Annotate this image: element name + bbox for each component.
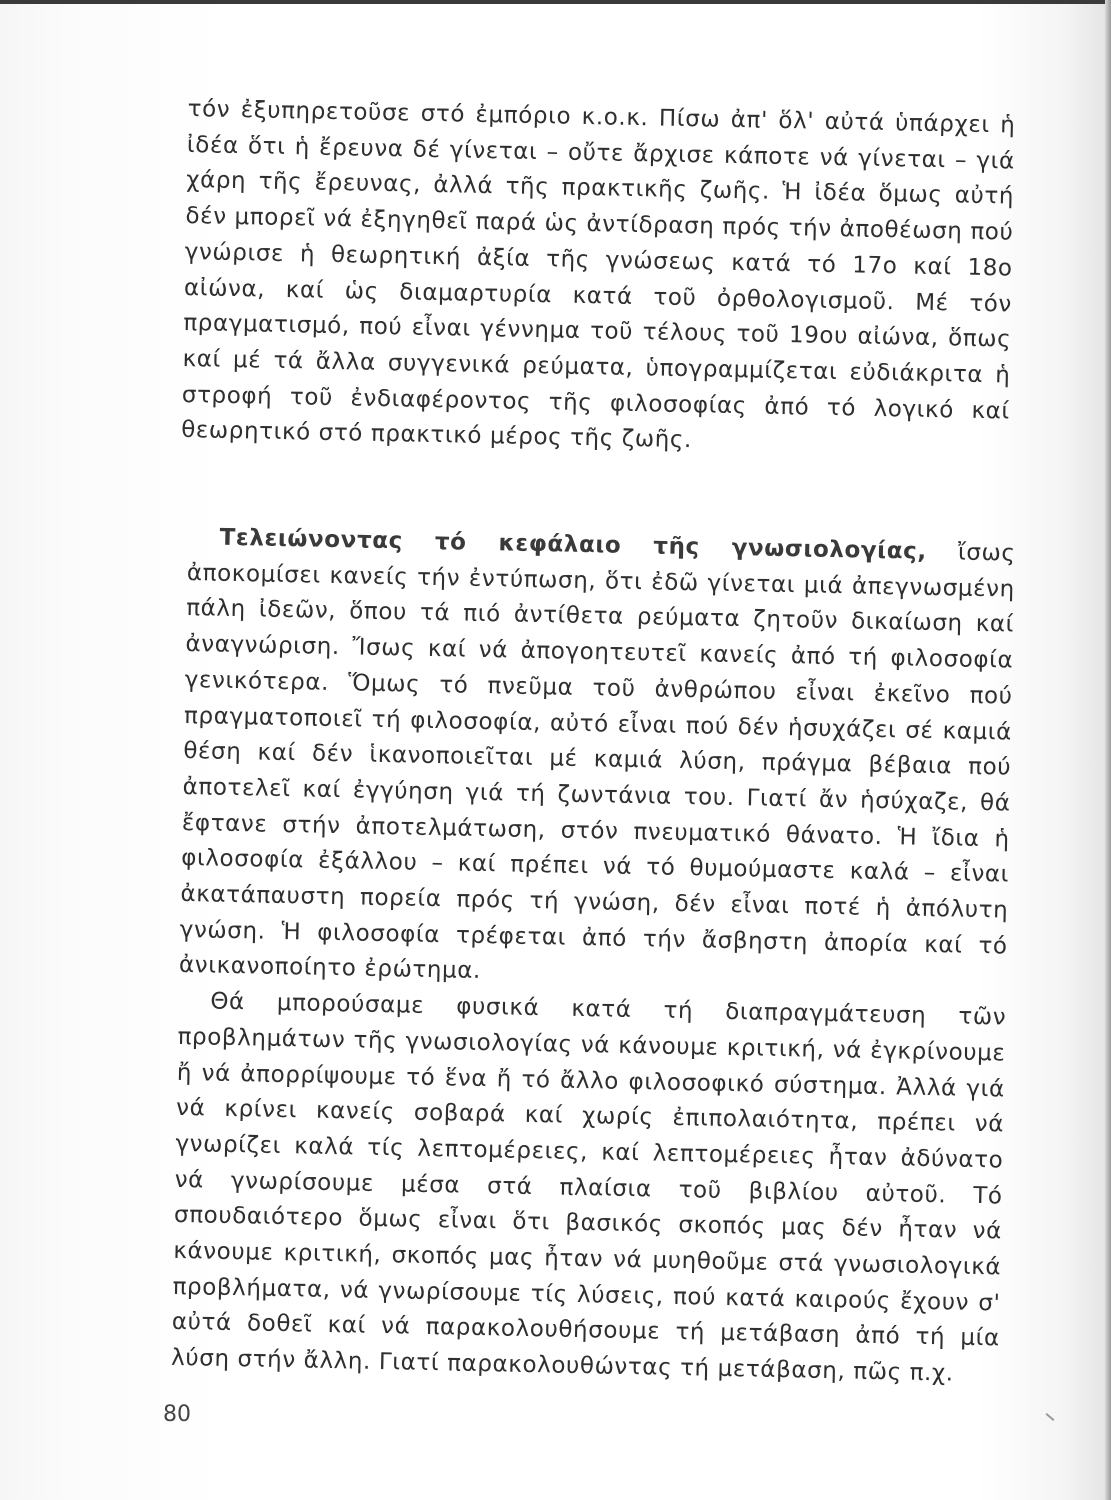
scan-speck <box>1046 1413 1055 1421</box>
text-block-bottom <box>171 520 1016 1393</box>
paragraph-continuation: τόν ἐξυπηρετοῦσε στό ἐμπόριο κ.ο.κ. Πίσω ἀπ' ὅλ' αὐτά ὑπάρχει ἡ ἰδέα ὅτι ἡ ἔρευνα δέ γίνεται – οὔτε ἄρχισε κάποτε νά γίνεται – γιά χάρη τῆς ἔρευνας, ἀλλά τῆς πρακτικῆς ζωῆς. Ἡ ἰδέα ὅμως αὐτή δέν μπορεῖ νά ἐξηγηθεῖ παρά ὡς ἀντίδραση πρός τήν ἀποθέωση πού γνώρισε ἡ θεωρητική ἀξία τῆς γνώσεως κατά τό 17ο καί 18ο αἰώνα, καί ὡς διαμαρτυρία κατά τοῦ ὀρθολογισμοῦ. Μέ τόν πραγματισμό, πού εἶναι γέννημα τοῦ τέλους τοῦ 19ου αἰώνα, ὅπως καί μέ τά ἄλλα συγγενικά ρεύματα, ὑπογραμμίζεται εὐδιάκριτα ἡ στροφή τοῦ ἐνδιαφέροντος τῆς φιλοσοφίας ἀπό τό λογικό καί θεωρητικό στό πρακτικό μέρος τῆς ζωῆς. <box>180 95 1016 454</box>
scan-right-edge <box>1105 0 1111 1500</box>
scan-top-edge <box>0 0 1111 4</box>
paragraph-lead-heading: Τελειώνοντας τό κεφάλαιο τῆς γνωσιολογίας, <box>219 524 927 565</box>
text-block-top <box>181 92 1016 466</box>
paragraph-final: Θά μπορούσαμε φυσικά κατά τή διαπραγμάτευση τῶν προβλημάτων τῆς γνωσιολογίας νά κάνουμε κριτική, νά ἐγκρίνουμε ἤ νά ἀπορρίψουμε τό ἕνα ἤ τό ἄλλο φιλοσοφικό σύστημα. Ἀλλά γιά νά κρίνει κανείς σοβαρά καί χωρίς ἐπιπολαιότητα, πρέπει νά γνωρίζει καλά τίς λεπτομέρειες, καί λεπτομέρειες ἦταν ἀδύνατο νά γνωρίσουμε μέσα στά πλαίσια τοῦ βιβλίου αὐτοῦ. Τό σπουδαιότερο ὅμως εἶναι ὅτι βασικός σκοπός μας δέν ἦταν νά κάνουμε κριτική, σκοπός μας ἦταν νά μυηθοῦμε στά γνωσιολογικά προβλήματα, νά γνωρίσουμε τίς λύσεις, πού κατά καιρούς ἔχουν σ' αὐτά δοθεῖ καί νά παρακολουθήσουμε τή μετάβαση ἀπό τή μία λύση στήν ἄλλη. Γιατί παρακολουθώντας τή μετάβαση, πῶς π.χ. <box>170 988 1007 1387</box>
paragraph-conclusion-body: ἴσως ἀποκομίσει κανείς τήν ἐντύπωση, ὅτι ἐδῶ γίνεται μιά ἀπεγνωσμένη πάλη ἰδεῶν, ὅπου τά πιό ἀντίθετα ρεύματα ζητοῦν δικαίωση καί ἀναγνώριση. Ἴσως καί νά ἀπογοητευτεῖ κανείς ἀπό τή φιλοσοφία γενικότερα. Ὅμως τό πνεῦμα τοῦ ἀνθρώπου εἶναι ἐκεῖνο πού πραγματοποιεῖ τή φιλοσοφία, αὐτό εἶναι πού δέν ἡσυχάζει σέ καμιά θέση καί δέν ἱκανοποιεῖται μέ καμιά λύση, πράγμα βέβαια πού ἀποτελεῖ καί ἐγγύηση γιά τή ζωντάνια του. Γιατί ἄν ἡσύχαζε, θά ἔφτανε στήν ἀποτελμάτωση, στόν πνευματικό θάνατο. Ἡ ἴδια ἡ φιλοσοφία ἐξάλλου – καί πρέπει νά τό θυμούμαστε καλά – εἶναι ἀκατάπαυστη πορεία πρός τή γνώση, δέν εἶναι ποτέ ἡ ἀπόλυτη γνώση. Ἡ φιλοσοφία τρέφεται ἀπό τήν ἄσβηστη ἀπορία καί τό ἀνικανοποίητο ἐρώτημα. <box>178 538 1016 985</box>
page-number: 80 <box>163 1402 191 1427</box>
paragraph-conclusion <box>179 520 1016 1001</box>
